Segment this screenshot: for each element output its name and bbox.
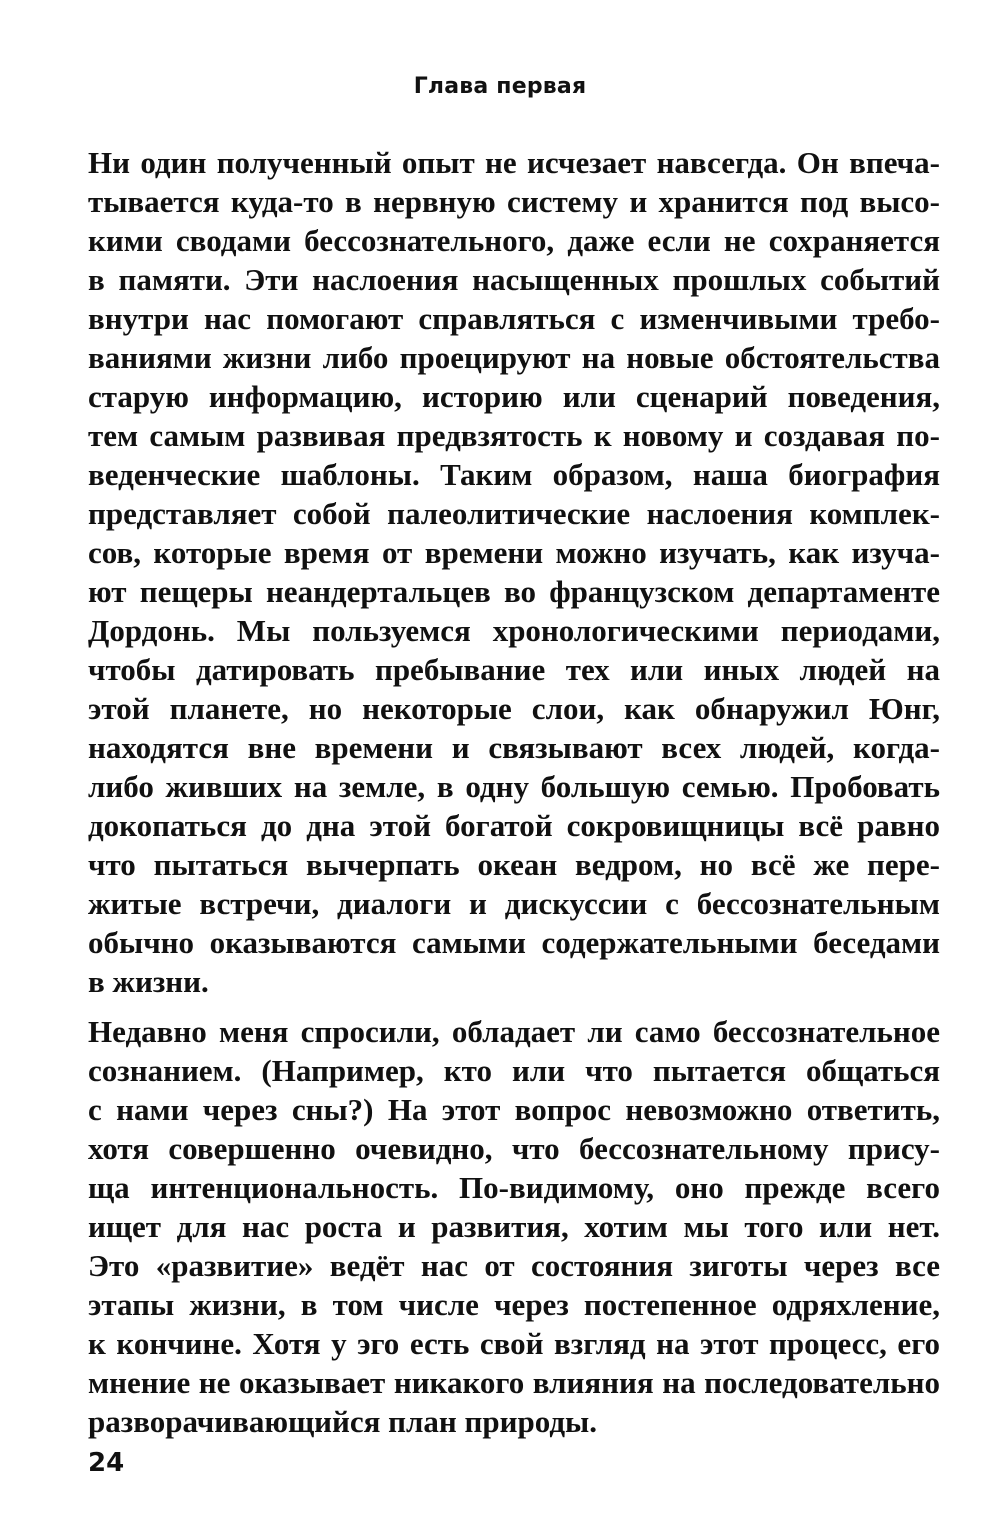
text-line: мнение не оказывает никакого влияния на последовательно	[88, 1365, 940, 1400]
text-line: кими сводами бессознательного, даже если не сохраняется	[88, 223, 940, 258]
text-line: докопаться до дна этой богатой сокровищницы всё равно	[88, 808, 940, 843]
page-number: 24	[88, 1448, 125, 1478]
text-line: чтобы датировать пребывание тех или иных людей на	[88, 652, 940, 687]
text-line: тывается куда-то в нервную систему и хранится под высо-	[88, 184, 940, 219]
text-line: веденческие шаблоны. Таким образом, наша биография	[88, 457, 940, 492]
text-line: этой планете, но некоторые слои, как обнаружил Юнг,	[88, 691, 940, 726]
text-line: обычно оказываются самыми содержательными беседами	[88, 925, 940, 960]
text-line: ваниями жизни либо проецируют на новые обстоятельства	[88, 340, 940, 375]
text-line: с нами через сны?) На этот вопрос невозможно ответить,	[88, 1092, 940, 1127]
text-line: Ни один полученный опыт не исчезает навсегда. Он впеча-	[88, 145, 940, 180]
text-line: что пытаться вычерпать океан ведром, но всё же пере-	[88, 847, 940, 882]
text-line: либо живших на земле, в одну большую семью. Пробовать	[88, 769, 940, 804]
text-line: находятся вне времени и связывают всех людей, когда-	[88, 730, 940, 765]
text-line: внутри нас помогают справляться с изменчивыми требо-	[88, 301, 940, 336]
text-line: старую информацию, историю или сценарий поведения,	[88, 379, 940, 414]
text-line: ищет для нас роста и развития, хотим мы того или нет.	[88, 1209, 940, 1244]
text-line: в памяти. Эти наслоения насыщенных прошлых событий	[88, 262, 940, 297]
text-line: разворачивающийся план природы.	[88, 1404, 597, 1439]
text-line: этапы жизни, в том числе через постепенное одряхление,	[88, 1287, 940, 1322]
body-paragraph-2	[88, 1012, 940, 1441]
text-line: сов, которые время от времени можно изучать, как изуча-	[88, 535, 940, 570]
text-line: Это «развитие» ведёт нас от состояния зиготы через все	[88, 1248, 940, 1283]
text-line: ща интенциональность. По-видимому, оно прежде всего	[88, 1170, 940, 1205]
text-line: сознанием. (Например, кто или что пытается общаться	[88, 1053, 940, 1088]
chapter-running-head: Глава первая	[413, 74, 587, 99]
text-line: ют пещеры неандертальцев во французском департаменте	[88, 574, 940, 609]
body-paragraph-1	[88, 143, 940, 1001]
text-line: хотя совершенно очевидно, что бессознательному прису-	[88, 1131, 940, 1166]
text-line: к кончине. Хотя у эго есть свой взгляд на этот процесс, его	[88, 1326, 940, 1361]
text-line: Дордонь. Мы пользуемся хронологическими периодами,	[88, 613, 940, 648]
text-line: тем самым развивая предвзятость к новому и создавая по-	[88, 418, 940, 453]
text-line: житые встречи, диалоги и дискуссии с бессознательным	[88, 886, 940, 921]
text-line: Недавно меня спросили, обладает ли само бессознательное	[88, 1014, 940, 1049]
text-line: представляет собой палеолитические наслоения комплек-	[88, 496, 940, 531]
text-line: в жизни.	[88, 964, 209, 999]
